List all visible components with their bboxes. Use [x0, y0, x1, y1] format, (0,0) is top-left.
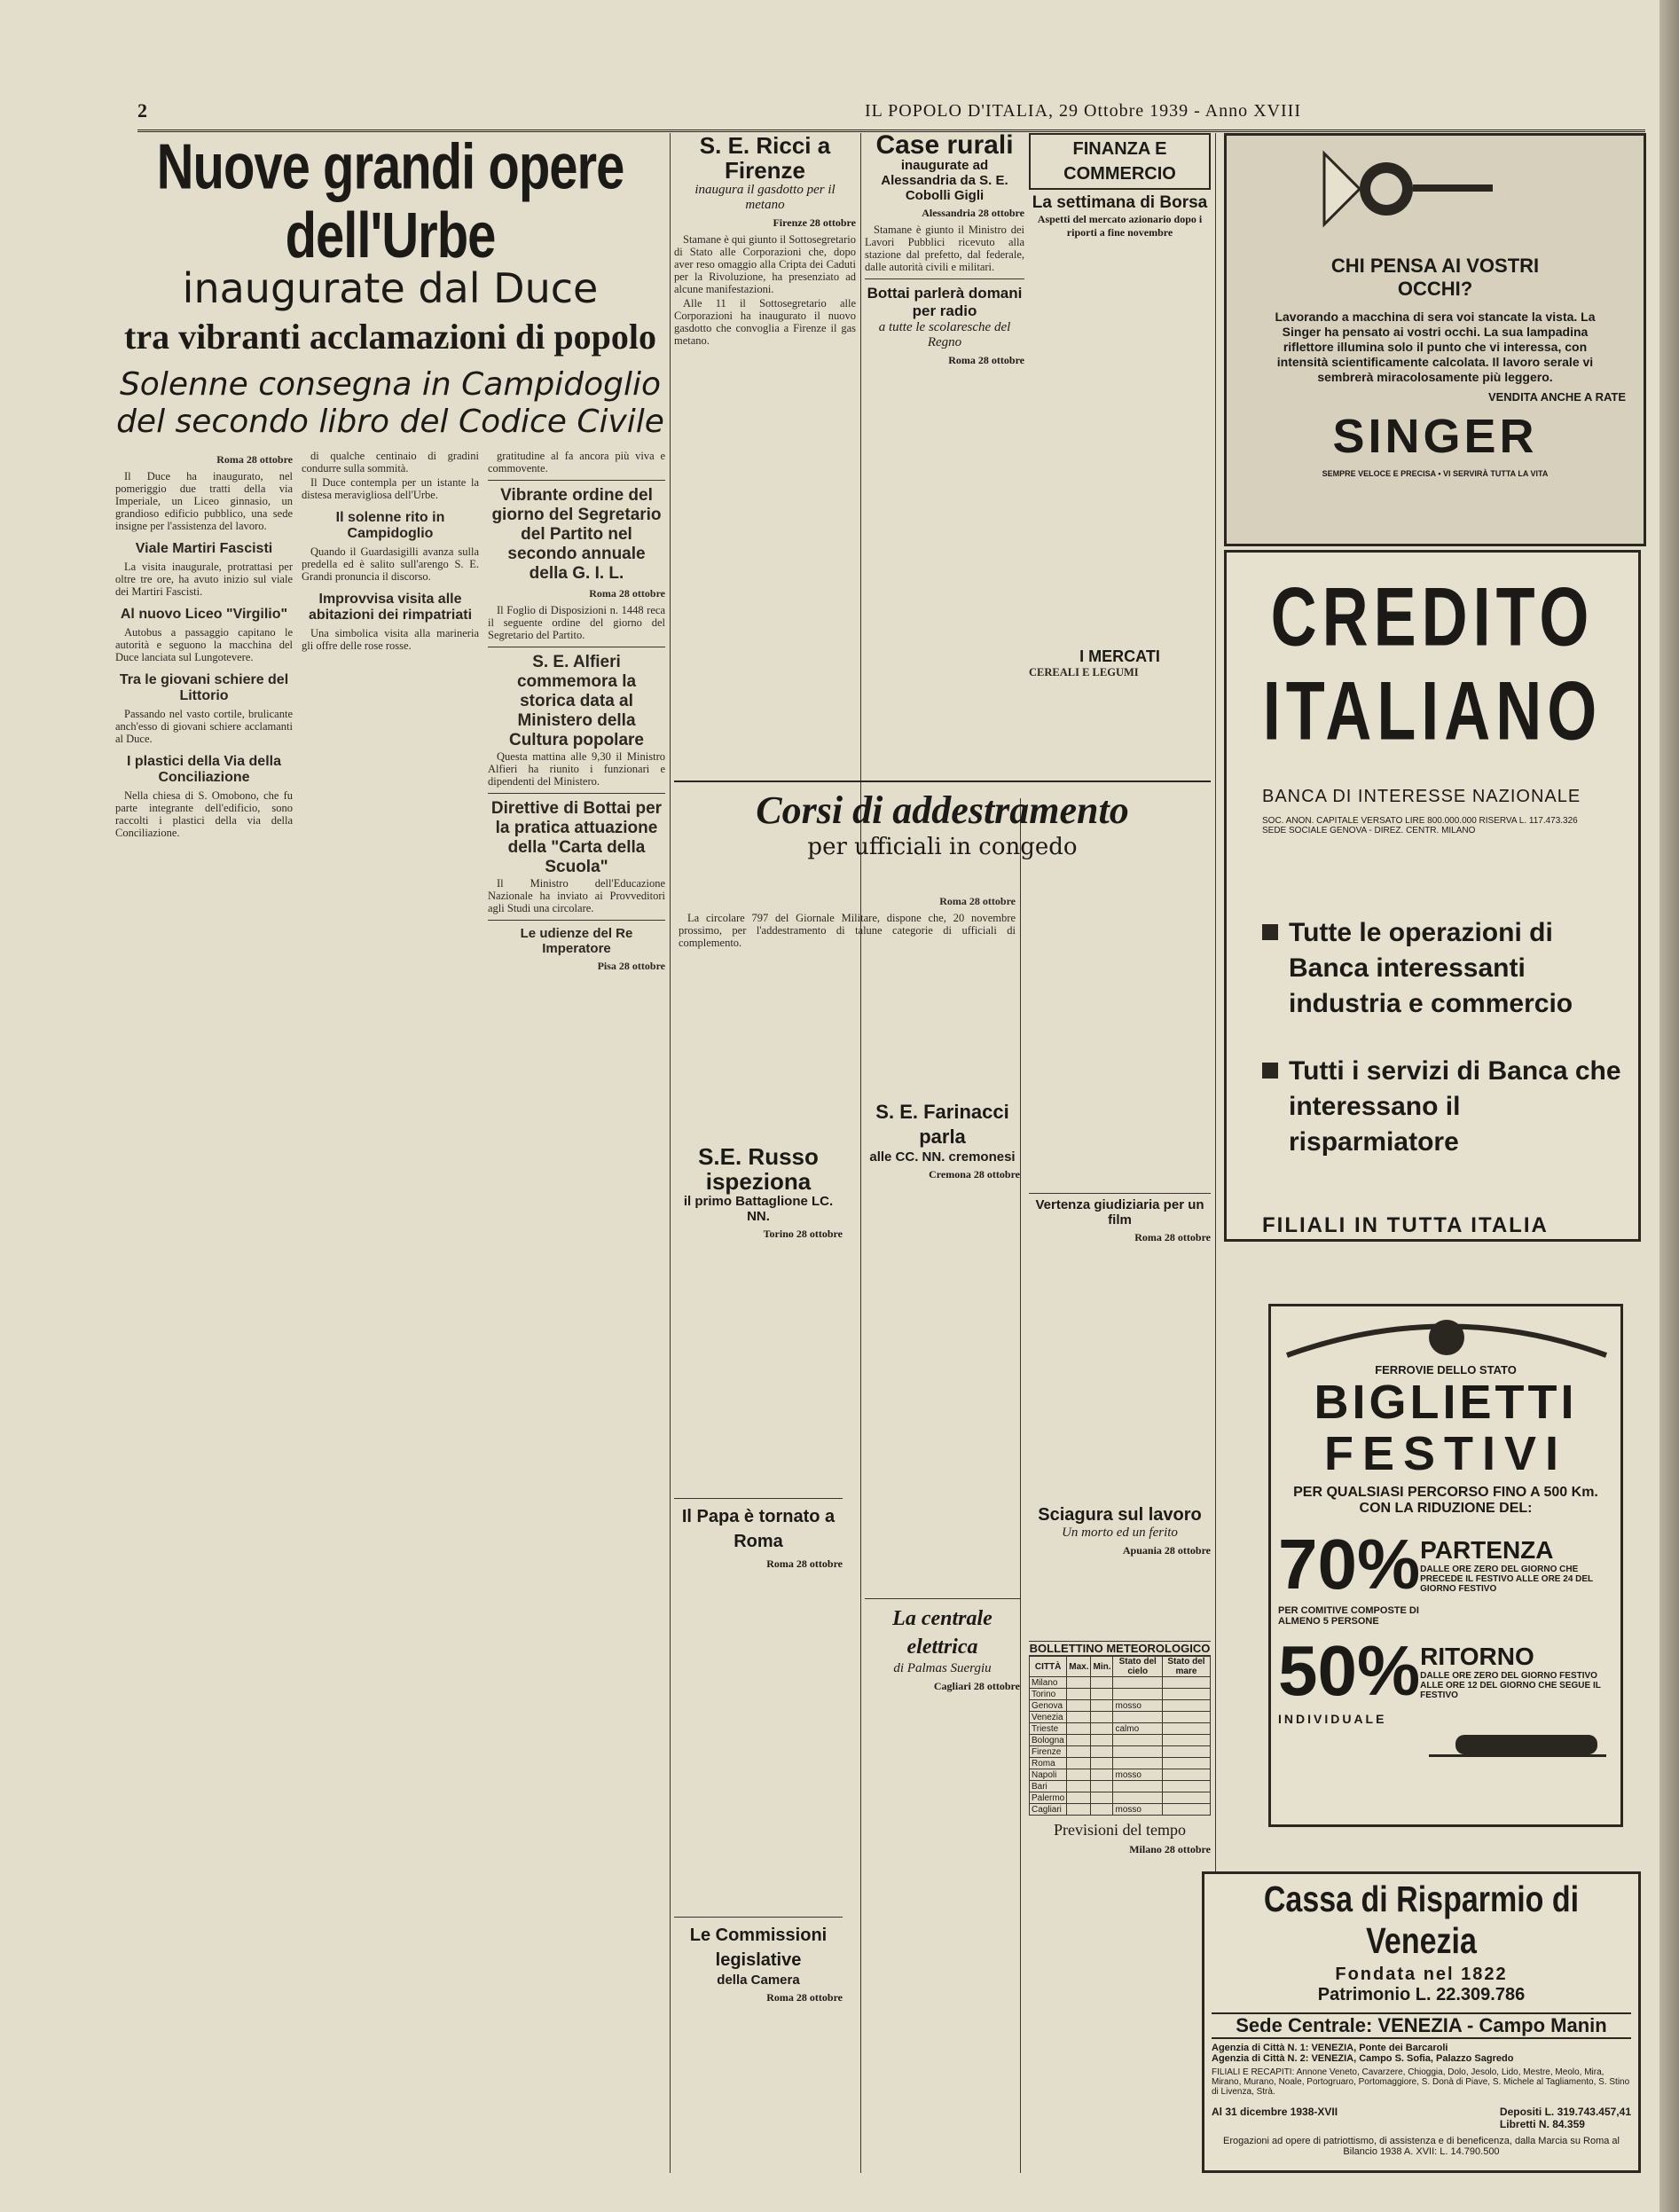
farinacci-dateline: Cremona 28 ottobre: [929, 1168, 1020, 1181]
credito-line2: ITALIANO: [1262, 665, 1603, 758]
meteo-cell: [1091, 1700, 1113, 1712]
meteo-cell: [1113, 1689, 1162, 1700]
meteo-cell: [1091, 1689, 1113, 1700]
col3-dateline: Roma 28 ottobre: [589, 587, 665, 600]
meteo-row: [1030, 1700, 1211, 1712]
masthead: [137, 99, 1645, 132]
meteo-cell: [1162, 1677, 1210, 1689]
lead-subhead: I plastici della Via della Conciliazione: [126, 754, 281, 785]
lead-subhead: Viale Martiri Fascisti: [135, 541, 273, 556]
meteo-cell: [1113, 1735, 1162, 1746]
meteo-cell: Milano: [1030, 1677, 1067, 1689]
meteo-cell: [1162, 1689, 1210, 1700]
venezia-date: Al 31 dicembre 1938-XVII: [1212, 2106, 1338, 2118]
divider: [674, 1917, 843, 1918]
meteo-table: [1029, 1656, 1211, 1816]
ricci-article: [674, 133, 856, 772]
venezia-agenzia: Agenzia di Città N. 1: VENEZIA, Ponte dei Barcaroli: [1212, 2043, 1448, 2053]
meteo-cell: [1067, 1804, 1091, 1816]
previsioni-dateline: Milano 28 ottobre: [1129, 1843, 1211, 1855]
lead-paragraph: Autobus a passaggio capitano le autorità e seguono la macchina del Duce lanciata sul Lungotevere.: [115, 626, 293, 663]
vertenza-dateline: Roma 28 ottobre: [1134, 1231, 1211, 1243]
ferrovie-ad: [1268, 1304, 1623, 1827]
lead-deck2: tra vibranti acclamazioni di popolo: [124, 317, 656, 357]
divider: [865, 1598, 1020, 1599]
meteo-cell: Trieste: [1030, 1723, 1067, 1735]
ricci-kicker: inaugura il gasdotto per il metano: [694, 183, 836, 212]
bullet-square-icon: [1262, 1063, 1278, 1079]
meteo-cell: [1091, 1712, 1113, 1723]
meteo-cell: [1067, 1700, 1091, 1712]
col3-paragraph: Il Foglio di Disposizioni n. 1448 reca il seguente ordine del giorno del Segretario del Partito.: [488, 604, 665, 641]
meteo-row: [1030, 1689, 1211, 1700]
meteo-cell: [1113, 1677, 1162, 1689]
lead-paragraph: Passando nel vasto cortile, brulicante anch'esso di giovani schiere acclamanti al Duce.: [115, 708, 293, 745]
sciagura-headline: Sciagura sul lavoro: [1038, 1505, 1202, 1525]
meteo-cell: Genova: [1030, 1700, 1067, 1712]
vertenza-headline: Vertenza giudiziaria per un film: [1029, 1193, 1211, 1228]
meteo-cell: [1091, 1723, 1113, 1735]
col2-subhead: Il solenne rito in Campidoglio: [335, 510, 445, 541]
ricci-paragraph: Alle 11 il Sottosegretario alle Corporazioni ha inaugurato il nuovo gasdotto che convoglia a Firenze il gas metano.: [674, 297, 856, 347]
meteo-cell: [1067, 1735, 1091, 1746]
col2-subhead: Improvvisa visita alle abitazioni dei rimpatriati: [308, 592, 473, 623]
meteo-cell: [1067, 1723, 1091, 1735]
credito-sub: BANCA DI INTERESSE NAZIONALE: [1262, 787, 1581, 806]
corsi-dateline: Roma 28 ottobre: [939, 895, 1016, 907]
papa-dateline: Roma 28 ottobre: [766, 1557, 843, 1570]
centrale-headline: La centrale elettrica: [892, 1607, 992, 1659]
meteo-cell: [1067, 1758, 1091, 1769]
divider: [488, 793, 665, 794]
meteo-header: Max.: [1067, 1657, 1091, 1677]
meteo-cell: Cagliari: [1030, 1804, 1067, 1816]
singer-body: Lavorando a macchina di sera voi stancate la vista. La Singer ha pensato ai vostri occhi. La sua lampadina riflettore illumina solo il punto che vi interessa, con intensità scientificamente calcolata. Il lavoro serale vi sembrerà miracolosamente più leggero.: [1275, 310, 1596, 384]
meteo-cell: [1162, 1792, 1210, 1804]
col3-headline: S. E. Alfieri commemora la storica data al Ministero della Cultura popolare: [508, 653, 644, 749]
meteo-cell: [1091, 1677, 1113, 1689]
col3-paragraph: Il Ministro dell'Educazione Nazionale ha inviato ai Provveditori agli Studi una circolare.: [488, 877, 665, 914]
meteo-row: [1030, 1758, 1211, 1769]
col3-dateline: Pisa 28 ottobre: [597, 960, 665, 972]
corsi-paragraph: La circolare 797 del Giornale Militare, dispone che, 20 novembre prossimo, per l'addestramento di talune categorie di ufficiali di complemento.: [679, 912, 1016, 949]
case-rurali-article: [865, 133, 1024, 772]
commissioni-dateline: Roma 28 ottobre: [766, 1991, 843, 2004]
meteo-header: Min.: [1091, 1657, 1113, 1677]
meteo-row: [1030, 1677, 1211, 1689]
meteo-cell: Venezia: [1030, 1712, 1067, 1723]
bottai-kicker: a tutte le scolaresche del Regno: [878, 320, 1011, 349]
ricci-headline: S. E. Ricci a Firenze: [699, 133, 831, 184]
meteo-cell: [1113, 1792, 1162, 1804]
lead-dateline: Roma 28 ottobre: [216, 453, 293, 466]
venezia-patrimonio: Patrimonio L. 22.309.786: [1317, 1985, 1526, 2004]
finance-section-title: FINANZA E COMMERCIO: [1029, 133, 1211, 190]
middle-column: [674, 1144, 843, 2164]
col2-paragraph: Quando il Guardasigilli avanza sulla predella ed è salito sull'arengo S. E. Grandi pronuncia il discorso.: [302, 545, 479, 583]
meteo-cell: [1067, 1746, 1091, 1758]
meteo-cell: [1067, 1769, 1091, 1781]
credito-italiano-ad: [1224, 550, 1641, 1242]
meteo-cell: [1067, 1792, 1091, 1804]
ferrovie-group: PER COMITIVE COMPOSTE DI ALMENO 5 PERSONE: [1278, 1605, 1419, 1627]
venezia-sede: Sede Centrale: VENEZIA - Campo Manin: [1212, 2012, 1631, 2039]
case-rurali-kicker: inaugurate ad Alessandria da S. E. Cobolli Gigli: [881, 158, 1008, 203]
ferrovie-title1: BIGLIETTI: [1314, 1376, 1578, 1429]
meteo-cell: Roma: [1030, 1758, 1067, 1769]
page-edge-shadow: [1659, 0, 1679, 2212]
fs-logo-icon: [1278, 1306, 1615, 1360]
credito-footer: FILIALI IN TUTTA ITALIA: [1262, 1213, 1549, 1237]
meteo-cell: [1162, 1735, 1210, 1746]
ferrovie-note2: DALLE ORE ZERO DEL GIORNO FESTIVO ALLE ORE 12 DEL GIORNO CHE SEGUE IL FESTIVO: [1420, 1670, 1601, 1700]
lead-deck1: inaugurate dal Duce: [182, 264, 599, 312]
meteo-cell: [1113, 1781, 1162, 1792]
case-rurali-dateline: Alessandria 28 ottobre: [922, 207, 1024, 219]
finance-column: [1029, 133, 1211, 2173]
right-middle-column: [865, 1100, 1020, 2164]
meteo-cell: [1091, 1746, 1113, 1758]
meteo-cell: [1162, 1804, 1210, 1816]
meteo-cell: mosso: [1113, 1769, 1162, 1781]
ferrovie-title2: FESTIVI: [1323, 1427, 1568, 1480]
meteo-cell: [1113, 1746, 1162, 1758]
venezia-filiali: FILIALI E RECAPITI: Annone Veneto, Cavarzere, Chioggia, Dolo, Jesolo, Lido, Mestre, Meolo, Mira, Mirano, Murano, Noale, Portogruaro, Portomaggiore, S. Donà di Piave, S. Michele al Tagliamento, S. Stino di Livenza, Strà.: [1212, 2067, 1630, 2097]
singer-headline: CHI PENSA AI VOSTRI OCCHI?: [1330, 255, 1540, 300]
col3-paragraph: gratitudine al fa ancora più viva e commovente.: [488, 450, 665, 475]
ferrovie-label2: RITORNO: [1420, 1642, 1534, 1670]
meteo-cell: [1091, 1804, 1113, 1816]
sciagura-kicker: Un morto ed un ferito: [1062, 1526, 1178, 1540]
meteo-cell: [1162, 1758, 1210, 1769]
ferrovie-label1: PARTENZA: [1420, 1535, 1554, 1564]
divider: [488, 920, 665, 921]
ferrovie-sub: PER QUALSIASI PERCORSO FINO A 500 Km. CON LA RIDUZIONE DEL:: [1293, 1485, 1598, 1516]
meteo-cell: Firenze: [1030, 1746, 1067, 1758]
meteo-cell: [1162, 1769, 1210, 1781]
meteo-cell: Bari: [1030, 1781, 1067, 1792]
meteo-row: [1030, 1746, 1211, 1758]
meteo-cell: [1067, 1781, 1091, 1792]
bullet-square-icon: [1262, 924, 1278, 940]
divider: [488, 480, 665, 481]
meteo-row: [1030, 1735, 1211, 1746]
centrale-dateline: Cagliari 28 ottobre: [933, 1680, 1020, 1692]
lead-subhead: Tra le giovani schiere del Littorio: [119, 672, 289, 703]
lead-article: [115, 133, 665, 2173]
venezia-depositi: Depositi L. 319.743.457,41: [1499, 2106, 1631, 2118]
meteo-row: [1030, 1804, 1211, 1816]
meteo-cell: [1091, 1781, 1113, 1792]
meteo-title: BOLLETTINO METEOROLOGICO: [1029, 1642, 1211, 1655]
meteo-cell: mosso: [1113, 1804, 1162, 1816]
divider: [865, 278, 1024, 279]
venezia-agenzia: Agenzia di Città N. 2: VENEZIA, Campo S. Sofia, Palazzo Sagredo: [1212, 2053, 1514, 2064]
credito-bullet: Tutti i servizi di Banca che interessano il risparmiatore: [1289, 1056, 1621, 1157]
lead-deck3: Solenne consegna in Campidoglio del secondo libro del Codice Civile: [116, 366, 664, 440]
column-rule: [1020, 798, 1021, 2173]
meteo-row: [1030, 1723, 1211, 1735]
column-rule: [860, 133, 861, 2173]
credito-line1: CREDITO: [1270, 571, 1595, 664]
lead-paragraph: Il Duce ha inaugurato, nel pomeriggio due tratti della via Imperiale, un Liceo ginnasio, un grandioso edificio pubblico, una sede insigne per l'assistenza del lavoro.: [115, 470, 293, 532]
col3-headline: Vibrante ordine del giorno del Segretario del Partito nel secondo annuale della G. I. L.: [491, 486, 662, 583]
ferrovie-top: FERROVIE DELLO STATO: [1375, 1363, 1517, 1377]
singer-tagline: SEMPRE VELOCE E PRECISA • VI SERVIRÀ TUTTA LA VITA: [1322, 469, 1549, 478]
bottai-dateline: Roma 28 ottobre: [948, 354, 1024, 366]
mercati-sub: CEREALI E LEGUMI: [1029, 666, 1139, 679]
russo-dateline: Torino 28 ottobre: [763, 1228, 843, 1240]
mercati-title: I MERCATI: [1079, 647, 1160, 665]
lead-subhead: Al nuovo Liceo "Virgilio": [120, 607, 288, 622]
russo-kicker: il primo Battaglione LC. NN.: [683, 1194, 834, 1224]
ferrovie-note1: DALLE ORE ZERO DEL GIORNO CHE PRECEDE IL FESTIVO ALLE ORE 24 DEL GIORNO FESTIVO: [1420, 1564, 1593, 1594]
meteo-cell: [1162, 1700, 1210, 1712]
meteo-cell: Torino: [1030, 1689, 1067, 1700]
meteo-cell: [1091, 1735, 1113, 1746]
commissioni-headline: Le Commissioni legislative: [689, 1926, 828, 1970]
meteo-row: [1030, 1792, 1211, 1804]
meteo-cell: [1113, 1712, 1162, 1723]
centrale-kicker: di Palmas Suergiu: [893, 1661, 992, 1675]
meteo-cell: [1091, 1769, 1113, 1781]
previsioni-title: Previsioni del tempo: [1054, 1821, 1186, 1839]
page-number: 2: [137, 99, 147, 122]
venezia-founded: Fondata nel 1822: [1335, 1965, 1508, 1984]
col2-paragraph: Il Duce contempla per un istante la distesa meravigliosa dell'Urbe.: [302, 476, 479, 501]
meteo-header: Stato del mare: [1162, 1657, 1210, 1677]
meteo-cell: [1162, 1723, 1210, 1735]
column-rule: [1215, 133, 1216, 2173]
credito-capital: SOC. ANON. CAPITALE VERSATO LIRE 800.000.000 RISERVA L. 117.473.326: [1262, 816, 1578, 826]
venezia-title: Cassa di Risparmio di Venezia: [1263, 1879, 1580, 1962]
ferrovie-pct1: 70%: [1278, 1525, 1421, 1604]
corsi-body: [679, 891, 1016, 1051]
bottai-headline: Bottai parlerà domani per radio: [867, 285, 1023, 319]
paper-title: IL POPOLO D'ITALIA, 29 Ottobre 1939 - Anno XVIII: [865, 101, 1301, 121]
col3-headline: Direttive di Bottai per la pratica attuazione della "Carta della Scuola": [490, 799, 663, 876]
meteo-header: CITTÀ: [1030, 1657, 1067, 1677]
meteo-row: [1030, 1769, 1211, 1781]
venezia-ad: [1202, 1871, 1641, 2173]
magnifier-icon: [1227, 136, 1644, 242]
venezia-footer: Erogazioni ad opere di patriottismo, di assistenza e di beneficenza, dalla Marcia su Roma al Bilancio 1938 A. XVII: L. 14.790.500: [1223, 2136, 1620, 2157]
ferrovie-individuale: INDIVIDUALE: [1278, 1712, 1387, 1726]
divider: [674, 1498, 843, 1499]
ferrovie-pct2: 50%: [1278, 1631, 1421, 1710]
meteo-cell: Bologna: [1030, 1735, 1067, 1746]
singer-brand: SINGER: [1332, 410, 1538, 463]
papa-headline: Il Papa è tornato a Roma: [681, 1507, 836, 1551]
col2-paragraph: Una simbolica visita alla marineria gli offre delle rose rosse.: [302, 627, 479, 652]
case-rurali-paragraph: Stamane è giunto il Ministro dei Lavori Pubblici ricevuto alla stazione dal prefetto, dal federale, dalle autorità civili e militari.: [865, 224, 1024, 273]
meteo-cell: [1091, 1758, 1113, 1769]
ricci-paragraph: Stamane è qui giunto il Sottosegretario di Stato alle Corporazioni che, dopo aver reso omaggio alla Cripta dei Caduti per la Rivoluzione, ha presenziato ad alcune manifestazioni.: [674, 233, 856, 295]
borsa-kicker: Aspetti del mercato azionario dopo i riporti a fine novembre: [1037, 213, 1203, 239]
meteo-cell: calmo: [1113, 1723, 1162, 1735]
meteo-cell: Napoli: [1030, 1769, 1067, 1781]
corsi-headline: Corsi di addestramento: [756, 788, 1129, 832]
russo-headline: S.E. Russo ispeziona: [698, 1144, 819, 1195]
meteo-cell: [1067, 1677, 1091, 1689]
col3-paragraph: Questa mattina alle 9,30 il Ministro Alfieri ha riunito i funzionari e dipendenti del Ministero.: [488, 750, 665, 788]
meteo-cell: [1162, 1746, 1210, 1758]
col2-paragraph: di qualche centinaio di gradini condurre sulla sommità.: [302, 450, 479, 475]
meteo-cell: mosso: [1113, 1700, 1162, 1712]
lead-paragraph: Nella chiesa di S. Omobono, che fu parte integrante dell'edificio, sono raccolti i plastici della via della Conciliazione.: [115, 789, 293, 839]
commissioni-kicker: della Camera: [717, 1973, 800, 1988]
lead-headline: Nuove grandi opere dell'Urbe: [156, 133, 624, 272]
sciagura-dateline: Apuania 28 ottobre: [1122, 1544, 1211, 1557]
meteo-header: Stato del cielo: [1113, 1657, 1162, 1677]
lead-paragraph: La visita inaugurale, protrattasi per oltre tre ore, ha avuto inizio sul viale dei Martiri Fascisti.: [115, 561, 293, 598]
venezia-libretti: Libretti N. 84.359: [1499, 2118, 1585, 2130]
farinacci-headline: S. E. Farinacci parla: [875, 1101, 1009, 1148]
meteo-cell: [1162, 1712, 1210, 1723]
meteo-cell: [1067, 1689, 1091, 1700]
singer-ad: [1224, 133, 1646, 546]
meteo-row: [1030, 1712, 1211, 1723]
train-icon: [1278, 1726, 1615, 1761]
column-rule: [670, 133, 671, 2173]
corsi-kicker: per ufficiali in congedo: [807, 834, 1078, 860]
credito-sede: SEDE SOCIALE GENOVA - DIREZ. CENTR. MILANO: [1262, 826, 1476, 835]
borsa-headline: La settimana di Borsa: [1032, 193, 1208, 212]
meteo-cell: Palermo: [1030, 1792, 1067, 1804]
case-rurali-headline: Case rurali: [875, 133, 1014, 160]
credito-bullet: Tutte le operazioni di Banca interessanti industria e commercio: [1289, 918, 1573, 1018]
col3-headline: Le udienze del Re Imperatore: [520, 926, 633, 956]
meteo-cell: [1091, 1792, 1113, 1804]
singer-rate: VENDITA ANCHE A RATE: [1487, 390, 1626, 404]
meteo-cell: [1067, 1712, 1091, 1723]
meteo-cell: [1113, 1758, 1162, 1769]
farinacci-kicker: alle CC. NN. cremonesi: [869, 1149, 1016, 1165]
meteo-cell: [1162, 1781, 1210, 1792]
meteo-row: [1030, 1781, 1211, 1792]
ricci-dateline: Firenze 28 ottobre: [773, 216, 856, 229]
